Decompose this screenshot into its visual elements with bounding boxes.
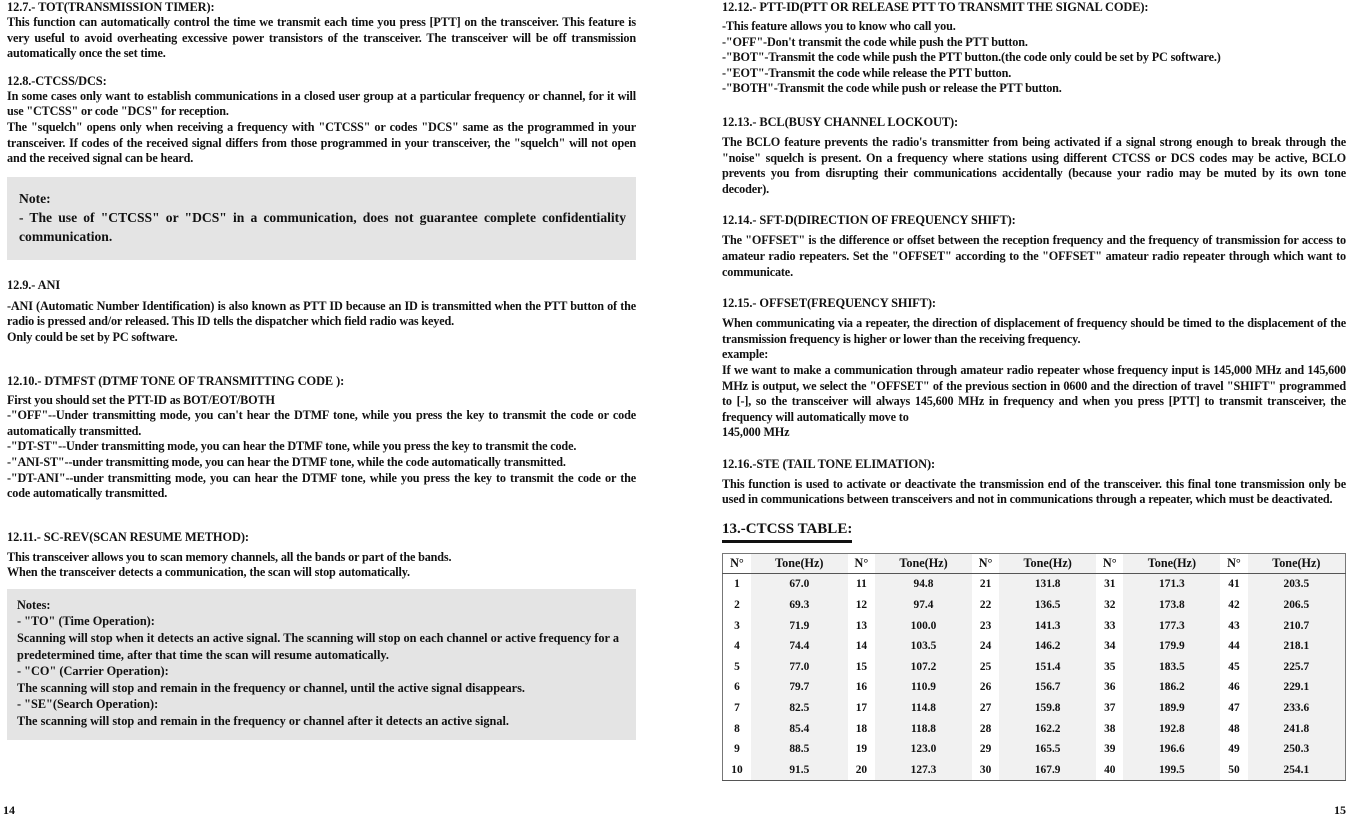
- paragraph: This function is used to activate or deactivate the transmission end of the transceiver. this final tone transmission only be used in communications between transceivers and not in communications through a repeater, which must be deactivated.: [722, 476, 1346, 507]
- cell-number: 19: [855, 743, 868, 756]
- cell-tone: 141.3: [999, 615, 1096, 636]
- cell-number: 8: [734, 722, 740, 735]
- cell-tone: 123.0: [875, 739, 972, 760]
- cell-number: 13: [855, 619, 868, 632]
- section-title: 12.16.-STE (TAIL TONE ELIMATION):: [722, 456, 936, 471]
- table-row: [723, 677, 1346, 698]
- cell-tone: 118.8: [875, 718, 972, 739]
- cell-tone: 94.8: [875, 574, 972, 595]
- ctcss-table: [722, 553, 1346, 781]
- section-title: 12.15.- OFFSET(FREQUENCY SHIFT):: [722, 296, 936, 311]
- table-row: [723, 759, 1346, 780]
- paragraph: 145,000 MHz: [722, 425, 790, 440]
- cell-tone: 74.4: [751, 636, 848, 657]
- table-row: [723, 718, 1346, 739]
- table-row: [723, 615, 1346, 636]
- paragraph: -"EOT"-Transmit the code while release the PTT button.: [722, 65, 1012, 80]
- paragraph: First you should set the PTT-ID as BOT/EOT/BOTH: [7, 392, 275, 407]
- section-bcl: [722, 115, 1346, 197]
- cell-number: 29: [979, 743, 992, 756]
- table-row: [723, 636, 1346, 657]
- cell-number: 47: [1228, 701, 1240, 714]
- header-tone: Tone(Hz): [875, 554, 972, 574]
- notes-line: The scanning will stop and remain in the frequency or channel, until the active signal disappears.: [17, 680, 525, 695]
- cell-number: 12: [855, 598, 868, 611]
- notes-line: The scanning will stop and remain in the frequency or channel after it detects an active signal.: [17, 714, 509, 729]
- cell-tone: 210.7: [1248, 615, 1346, 636]
- section-title: 12.9.- ANI: [7, 277, 61, 292]
- cell-tone: 229.1: [1248, 677, 1346, 698]
- cell-tone: 79.7: [751, 677, 848, 698]
- paragraph: -"DT-ST"--Under transmitting mode, you can hear the DTMF tone, while you press the key to transmit the code.: [7, 439, 577, 454]
- cell-number: 18: [855, 722, 868, 735]
- cell-number: 24: [979, 640, 992, 653]
- cell-number: 45: [1228, 660, 1240, 673]
- paragraph: -"OFF"-Don't transmit the code while push the PTT button.: [722, 34, 1028, 49]
- cell-tone: 156.7: [999, 677, 1096, 698]
- header-number: N°: [1096, 554, 1123, 574]
- cell-number: 41: [1228, 578, 1240, 591]
- cell-number: 25: [979, 660, 992, 673]
- cell-number: 50: [1220, 759, 1247, 780]
- notes-line: - "TO" (Time Operation):: [17, 614, 155, 629]
- header-tone: Tone(Hz): [1248, 554, 1346, 574]
- cell-tone: 91.5: [751, 759, 848, 780]
- header-number: N°: [723, 554, 751, 574]
- page-number: 15: [1334, 803, 1346, 817]
- paragraph: When the transceiver detects a communication, the scan will stop automatically.: [7, 565, 410, 580]
- cell-number: 43: [1228, 619, 1240, 632]
- cell-tone: 206.5: [1248, 595, 1346, 616]
- table-header-row: [723, 554, 1346, 574]
- cell-tone: 254.1: [1248, 759, 1346, 780]
- cell-number: 49: [1228, 743, 1240, 756]
- cell-tone: 88.5: [751, 739, 848, 760]
- cell-number: 23: [979, 619, 992, 632]
- section-title: 12.13.- BCL(BUSY CHANNEL LOCKOUT):: [722, 114, 959, 129]
- cell-number: 44: [1228, 640, 1240, 653]
- table-row: [723, 698, 1346, 719]
- cell-tone: 146.2: [999, 636, 1096, 657]
- section-ani: [7, 278, 636, 346]
- cell-number: 2: [734, 598, 740, 611]
- cell-tone: 110.9: [875, 677, 972, 698]
- cell-tone: 71.9: [751, 615, 848, 636]
- table-title: 13.-CTCSS TABLE:: [722, 520, 852, 543]
- paragraph: The "OFFSET" is the difference or offset between the reception frequency and the frequency of transmission for access to amateur radio repeaters. Set the "OFFSET" according to the "OFFSET" amateur radio repeater through which want to communicate.: [722, 233, 1346, 279]
- cell-number: 7: [734, 701, 740, 714]
- paragraph: In some cases only want to establish communications in a closed user group at a particular frequency or channel, for it will use "CTCSS" or code "DCS" for reception.: [7, 88, 636, 119]
- cell-tone: 179.9: [1123, 636, 1220, 657]
- cell-number: 17: [855, 701, 868, 714]
- cell-number: 33: [1104, 619, 1116, 632]
- header-tone: Tone(Hz): [999, 554, 1096, 574]
- section-title: 12.14.- SFT-D(DIRECTION OF FREQUENCY SHIFT):: [722, 213, 1016, 228]
- section-dtmfst: [7, 374, 636, 502]
- cell-tone: 192.8: [1123, 718, 1220, 739]
- cell-tone: 233.6: [1248, 698, 1346, 719]
- section-title: 12.8.-CTCSS/DCS:: [7, 73, 107, 88]
- cell-number: 9: [734, 743, 740, 756]
- paragraph: This transceiver allows you to scan memory channels, all the bands or part of the bands.: [7, 549, 452, 564]
- cell-tone: 131.8: [999, 574, 1096, 595]
- cell-tone: 167.9: [999, 759, 1096, 780]
- cell-tone: 69.3: [751, 595, 848, 616]
- cell-tone: 162.2: [999, 718, 1096, 739]
- section-offset: [722, 296, 1346, 441]
- note-box: [7, 177, 636, 260]
- cell-tone: 77.0: [751, 656, 848, 677]
- paragraph: -"BOT"-Transmit the code while push the PTT button.(the code only could be set by PC software.): [722, 50, 1221, 65]
- cell-tone: 151.4: [999, 656, 1096, 677]
- cell-number: 39: [1104, 743, 1116, 756]
- paragraph: -ANI (Automatic Number Identification) is also known as PTT ID because an ID is transmitted when the PTT button of the radio is pressed and/or released. This ID tells the dispatcher which field radio was keyed.: [7, 298, 636, 329]
- section-ctcss-dcs: [7, 74, 636, 167]
- cell-tone: 67.0: [751, 574, 848, 595]
- cell-number: 15: [855, 660, 868, 673]
- cell-number: 3: [734, 619, 740, 632]
- cell-number: 16: [855, 681, 868, 694]
- section-ptt-id: [722, 0, 1346, 97]
- cell-tone: 100.0: [875, 615, 972, 636]
- cell-number: 48: [1228, 722, 1240, 735]
- cell-tone: 203.5: [1248, 574, 1346, 595]
- right-page: [676, 0, 1352, 822]
- cell-number: 22: [979, 598, 992, 611]
- table-row: [723, 739, 1346, 760]
- cell-tone: 107.2: [875, 656, 972, 677]
- section-title: 12.10.- DTMFST (DTMF TONE OF TRANSMITTING CODE ):: [7, 373, 345, 388]
- note-text: - The use of "CTCSS" or "DCS" in a communication, does not guarantee complete confidentiality communication.: [19, 209, 626, 244]
- section-title: 12.12.- PTT-ID(PTT OR RELEASE PTT TO TRANSMIT THE SIGNAL CODE):: [722, 0, 1149, 14]
- cell-tone: 177.3: [1123, 615, 1220, 636]
- cell-number: 1: [734, 578, 740, 591]
- cell-number: 36: [1104, 681, 1116, 694]
- cell-tone: 250.3: [1248, 739, 1346, 760]
- cell-tone: 85.4: [751, 718, 848, 739]
- cell-number: 6: [734, 681, 740, 694]
- header-number: N°: [1220, 554, 1247, 574]
- cell-number: 26: [979, 681, 992, 694]
- paragraph: If we want to make a communication through amateur radio repeater whose frequency input is 145,000 MHz and 145,600 MHz is output, we select the "OFFSET" of the previous section in 0600 and the direction of travel "SHIFT" programmed to [-], so the transceiver will always 145,600 MHz in frequency and when you press [PTT] to transmit transceiver, the frequency will automatically move to: [722, 362, 1346, 424]
- paragraph: This function can automatically control the time we transmit each time you press [PTT] on the transceiver. This feature is very useful to avoid overheating excessive power transistors of the transceiver. The transceiver will be off transmission automatically once the set time.: [7, 15, 636, 61]
- section-title: 12.7.- TOT(TRANSMISSION TIMER):: [7, 0, 215, 14]
- cell-tone: 127.3: [875, 759, 972, 780]
- cell-tone: 183.5: [1123, 656, 1220, 677]
- paragraph: -This feature allows you to know who call you.: [722, 19, 956, 33]
- notes-line: Notes:: [17, 597, 51, 612]
- cell-number: 40: [1096, 759, 1123, 780]
- cell-number: 20: [848, 759, 875, 780]
- cell-tone: 218.1: [1248, 636, 1346, 657]
- cell-number: 34: [1104, 640, 1116, 653]
- paragraph: When communicating via a repeater, the direction of displacement of frequency should be timed to the displacement of the transmission frequency is higher or lower than the receiving frequency.: [722, 316, 1346, 346]
- cell-tone: 196.6: [1123, 739, 1220, 760]
- cell-number: 11: [856, 578, 867, 591]
- header-tone: Tone(Hz): [751, 554, 848, 574]
- paragraph: -"BOTH"-Transmit the code while push or release the PTT button.: [722, 81, 1062, 96]
- cell-tone: 114.8: [875, 698, 972, 719]
- cell-tone: 199.5: [1123, 759, 1220, 780]
- cell-number: 37: [1104, 701, 1116, 714]
- section-ste: [722, 457, 1346, 508]
- cell-number: 38: [1104, 722, 1116, 735]
- section-title: 12.11.- SC-REV(SCAN RESUME METHOD):: [7, 529, 249, 544]
- cell-tone: 82.5: [751, 698, 848, 719]
- cell-number: 46: [1228, 681, 1240, 694]
- table-row: [723, 574, 1346, 595]
- cell-number: 4: [734, 640, 740, 653]
- section-sc-rev: [7, 530, 636, 581]
- cell-tone: 165.5: [999, 739, 1096, 760]
- cell-tone: 159.8: [999, 698, 1096, 719]
- cell-tone: 241.8: [1248, 718, 1346, 739]
- section-tot: [7, 0, 636, 62]
- cell-number: 31: [1104, 578, 1116, 591]
- cell-number: 14: [855, 640, 868, 653]
- cell-number: 27: [979, 701, 992, 714]
- header-number: N°: [972, 554, 999, 574]
- header-tone: Tone(Hz): [1123, 554, 1220, 574]
- cell-number: 28: [979, 722, 992, 735]
- cell-tone: 171.3: [1123, 574, 1220, 595]
- notes-line: - "SE"(Search Operation):: [17, 697, 159, 712]
- table-row: [723, 595, 1346, 616]
- cell-number: 21: [979, 578, 992, 591]
- cell-tone: 225.7: [1248, 656, 1346, 677]
- page-number: 14: [3, 803, 15, 817]
- cell-tone: 136.5: [999, 595, 1096, 616]
- notes-box: [7, 589, 636, 740]
- header-number: N°: [848, 554, 875, 574]
- table-row: [723, 656, 1346, 677]
- paragraph: The "squelch" opens only when receiving a frequency with "CTCSS" or codes "DCS" same as the programmed in your transceiver. If codes of the received signal differs from those programmed in your transceiver, the "squelch" will not open and the received signal can be heard.: [7, 119, 636, 166]
- paragraph: -"DT-ANI"--under transmitting mode, you can hear the DTMF tone, while you press the key to transmit the code or the code automatically transmitted.: [7, 470, 636, 501]
- cell-number: 30: [972, 759, 999, 780]
- note-title: Note:: [19, 190, 51, 206]
- paragraph: The BCLO feature prevents the radio's transmitter from being activated if a signal strong enough to break through the "noise" squelch is present. On a frequency where stations using different CTCSS or DCS codes may be active, BCLO prevents you from disrupting their communications accidentally (because your radio may be muted by its own tone decoder).: [722, 134, 1346, 196]
- cell-tone: 189.9: [1123, 698, 1220, 719]
- cell-number: 5: [734, 660, 740, 673]
- cell-tone: 97.4: [875, 595, 972, 616]
- cell-tone: 103.5: [875, 636, 972, 657]
- cell-number: 35: [1104, 660, 1116, 673]
- cell-number: 42: [1228, 598, 1240, 611]
- cell-tone: 173.8: [1123, 595, 1220, 616]
- section-sft-d: [722, 213, 1346, 280]
- paragraph: Only could be set by PC software.: [7, 329, 178, 344]
- paragraph: -"OFF"--Under transmitting mode, you can't hear the DTMF tone, while you press the key to transmit the code or code automatically transmitted.: [7, 408, 636, 438]
- cell-tone: 186.2: [1123, 677, 1220, 698]
- cell-number: 10: [723, 759, 751, 780]
- paragraph: -"ANI-ST"--under transmitting mode, you can hear the DTMF tone, while the code automatically transmitted.: [7, 454, 566, 469]
- notes-line: - "CO" (Carrier Operation):: [17, 664, 169, 679]
- notes-line: Scanning will stop when it detects an active signal. The scanning will stop on each channel or active frequency for a predetermined time, after that time the scan will resume automatically.: [17, 631, 620, 662]
- paragraph: example:: [722, 347, 769, 362]
- cell-number: 32: [1104, 598, 1116, 611]
